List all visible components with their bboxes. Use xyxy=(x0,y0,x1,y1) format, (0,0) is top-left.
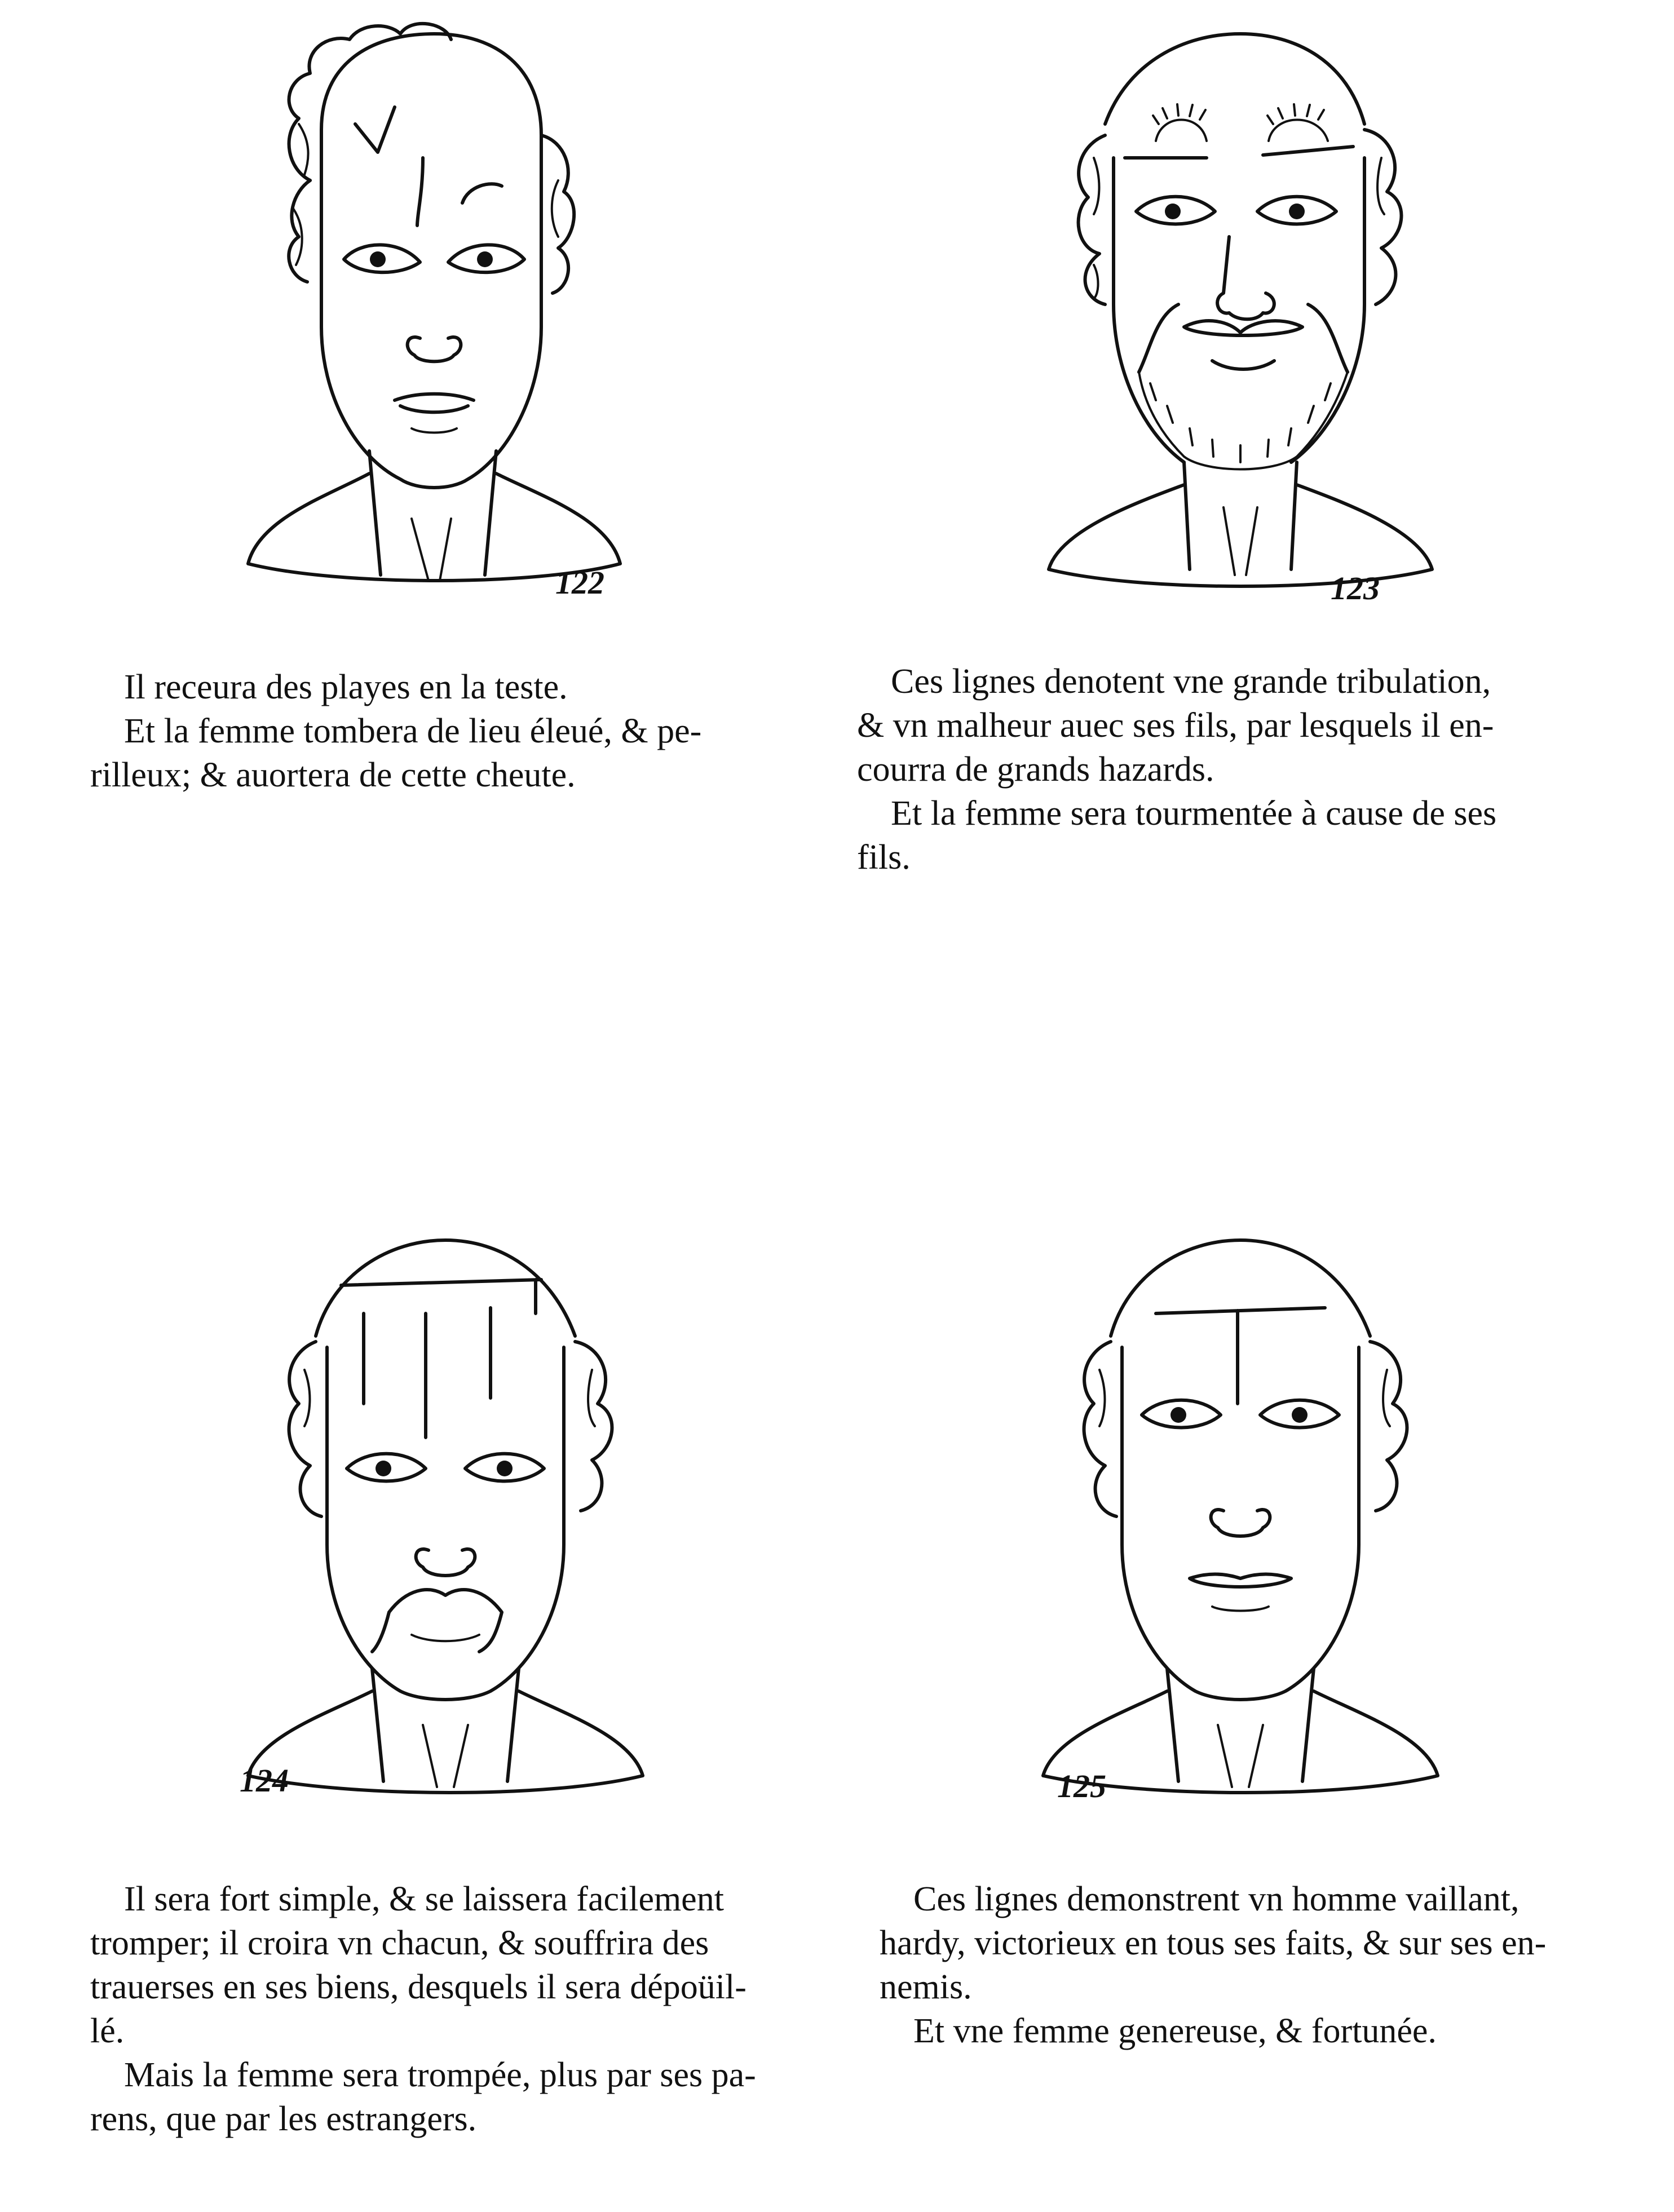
woodcut-figure-123 xyxy=(1015,11,1455,614)
caption-figure-123 xyxy=(857,660,1613,879)
figure-number: 123 xyxy=(1331,570,1380,607)
woodcut-figure-125 xyxy=(1021,1218,1460,1815)
caption-line: Et la femme tombera de lieu éleué, & pe- xyxy=(124,712,702,750)
figure-number: 122 xyxy=(555,564,604,601)
caption-line: lé. xyxy=(90,2012,125,2050)
caption-figure-122 xyxy=(90,665,806,797)
head-illustration-124 xyxy=(226,1218,665,1815)
caption-line: rens, que par les estrangers. xyxy=(90,2100,477,2138)
caption-line: Mais la femme sera trompée, plus par ses pa- xyxy=(124,2056,756,2094)
head-illustration-122 xyxy=(226,11,648,609)
caption-figure-124 xyxy=(90,1877,834,2141)
woodcut-figure-124 xyxy=(226,1218,665,1815)
caption-line: Ces lignes denotent vne grande tribulation, xyxy=(891,662,1491,701)
caption-line: rilleux; & auortera de cette cheute. xyxy=(90,756,576,794)
figure-number: 124 xyxy=(240,1762,289,1799)
caption-line: Et vne femme genereuse, & fortunée. xyxy=(913,2012,1437,2050)
caption-line: & vn malheur auec ses fils, par lesquels il en- xyxy=(857,706,1494,745)
caption-line: Et la femme sera tourmentée à cause de ses xyxy=(891,794,1497,833)
caption-figure-125 xyxy=(880,1877,1624,2053)
caption-line: tromper; il croira vn chacun, & souffrira des xyxy=(90,1924,709,1962)
woodcut-figure-122 xyxy=(226,11,648,609)
caption-line: trauerses en ses biens, desquels il sera dépoüil- xyxy=(90,1968,747,2006)
caption-line: fils. xyxy=(857,838,911,877)
caption-line: Il sera fort simple, & se laissera facilement xyxy=(124,1880,724,1918)
caption-line: Il receura des playes en la teste. xyxy=(124,668,568,706)
head-illustration-123 xyxy=(1015,11,1455,614)
caption-line: nemis. xyxy=(880,1968,972,2006)
figure-number: 125 xyxy=(1057,1768,1106,1804)
caption-line: Ces lignes demonstrent vn homme vaillant, xyxy=(913,1880,1520,1918)
head-illustration-125 xyxy=(1021,1218,1460,1815)
caption-line: courra de grands hazards. xyxy=(857,750,1214,789)
caption-line: hardy, victorieux en tous ses faits, & sur ses en- xyxy=(880,1924,1547,1962)
